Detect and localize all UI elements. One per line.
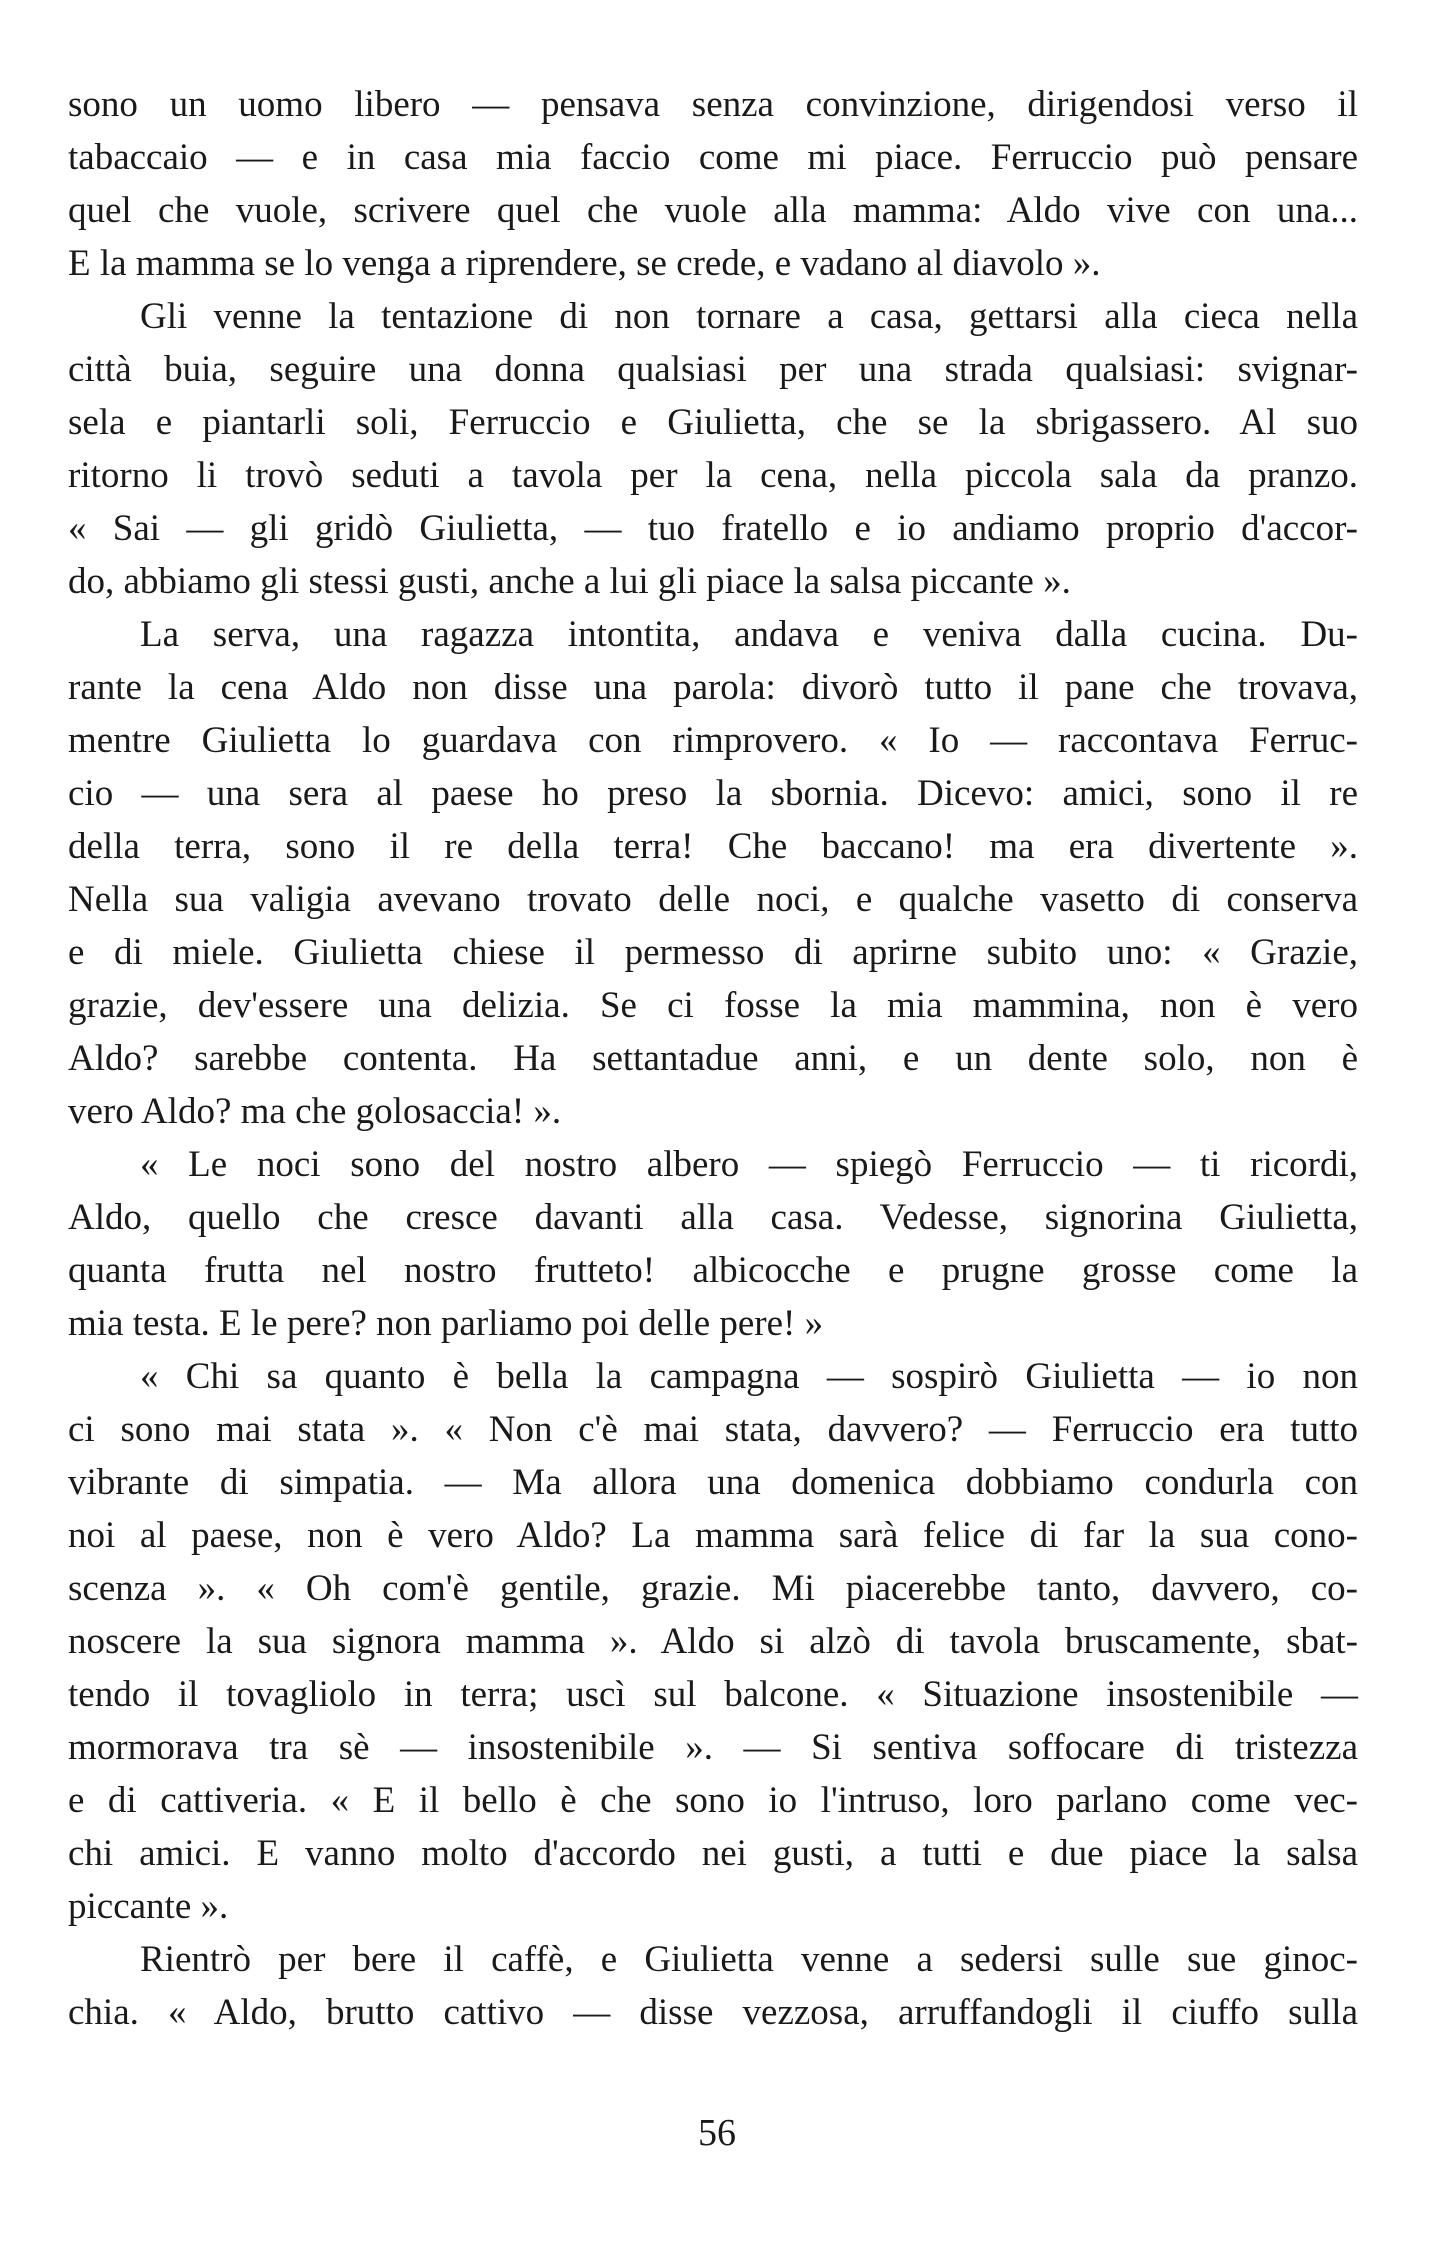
text-line: vero Aldo? ma che golosaccia! ».	[68, 1091, 562, 1132]
text-line: La serva, una ragazza intontita, andava e veniva dalla cucina. Du-	[140, 614, 1358, 655]
text-line: sela e piantarli soli, Ferruccio e Giulietta, che se la sbrigassero. Al suo	[68, 402, 1358, 443]
text-line: piccante ».	[68, 1886, 229, 1927]
text-line: sono un uomo libero — pensava senza convinzione, dirigendosi verso il	[68, 84, 1358, 125]
text-line: vibrante di simpatia. — Ma allora una domenica dobbiamo condurla con	[68, 1462, 1358, 1503]
page-number: 56	[698, 2112, 736, 2154]
text-line: Nella sua valigia avevano trovato delle noci, e qualche vasetto di conserva	[68, 879, 1358, 920]
text-line: quanta frutta nel nostro frutteto! albicocche e prugne grosse come la	[68, 1250, 1358, 1291]
text-line: mentre Giulietta lo guardava con rimprovero. « Io — raccontava Ferruc-	[68, 720, 1358, 761]
text-line: tabaccaio — e in casa mia faccio come mi piace. Ferruccio può pensare	[68, 137, 1358, 178]
text-line: e di miele. Giulietta chiese il permesso di aprirne subito uno: « Grazie,	[68, 932, 1358, 973]
page-body-text	[68, 78, 1358, 2039]
text-line: « Chi sa quanto è bella la campagna — sospirò Giulietta — io non	[140, 1356, 1358, 1397]
text-line: noscere la sua signora mamma ». Aldo si alzò di tavola bruscamente, sbat-	[68, 1621, 1358, 1662]
text-line: grazie, dev'essere una delizia. Se ci fosse la mia mammina, non è vero	[68, 985, 1358, 1026]
text-line: Gli venne la tentazione di non tornare a casa, gettarsi alla cieca nella	[140, 296, 1358, 337]
text-line: Aldo, quello che cresce davanti alla casa. Vedesse, signorina Giulietta,	[68, 1197, 1358, 1238]
text-line: chi amici. E vanno molto d'accordo nei gusti, a tutti e due piace la salsa	[68, 1833, 1358, 1874]
text-line: chia. « Aldo, brutto cattivo — disse vezzosa, arruffandogli il ciuffo sulla	[68, 1992, 1358, 2033]
text-line: noi al paese, non è vero Aldo? La mamma sarà felice di far la sua cono-	[68, 1515, 1358, 1556]
text-line: do, abbiamo gli stessi gusti, anche a lui gli piace la salsa piccante ».	[68, 561, 1071, 602]
text-line: città buia, seguire una donna qualsiasi per una strada qualsiasi: svignar-	[68, 349, 1358, 390]
text-line: mia testa. E le pere? non parliamo poi delle pere! »	[68, 1303, 824, 1344]
text-line: rante la cena Aldo non disse una parola: divorò tutto il pane che trovava,	[68, 667, 1358, 708]
text-line: scenza ». « Oh com'è gentile, grazie. Mi piacerebbe tanto, davvero, co-	[68, 1568, 1358, 1609]
text-line: ci sono mai stata ». « Non c'è mai stata, davvero? — Ferruccio era tutto	[68, 1409, 1358, 1450]
text-line: Rientrò per bere il caffè, e Giulietta venne a sedersi sulle sue ginoc-	[140, 1939, 1358, 1980]
text-line: Aldo? sarebbe contenta. Ha settantadue anni, e un dente solo, non è	[68, 1038, 1358, 1079]
text-line: « Sai — gli gridò Giulietta, — tuo fratello e io andiamo proprio d'accor-	[68, 508, 1358, 549]
text-line: « Le noci sono del nostro albero — spiegò Ferruccio — ti ricordi,	[140, 1144, 1358, 1185]
text-line: E la mamma se lo venga a riprendere, se crede, e vadano al diavolo ».	[68, 243, 1101, 284]
text-line: cio — una sera al paese ho preso la sbornia. Dicevo: amici, sono il re	[68, 773, 1358, 814]
text-line: della terra, sono il re della terra! Che baccano! ma era divertente ».	[68, 826, 1358, 867]
text-line: ritorno li trovò seduti a tavola per la cena, nella piccola sala da pranzo.	[68, 455, 1358, 496]
text-line: mormorava tra sè — insostenibile ». — Si sentiva soffocare di tristezza	[68, 1727, 1358, 1768]
text-line: tendo il tovagliolo in terra; uscì sul balcone. « Situazione insostenibile —	[68, 1674, 1358, 1715]
text-line: e di cattiveria. « E il bello è che sono io l'intruso, loro parlano come vec-	[68, 1780, 1358, 1821]
text-line: quel che vuole, scrivere quel che vuole alla mamma: Aldo vive con una...	[68, 190, 1358, 231]
